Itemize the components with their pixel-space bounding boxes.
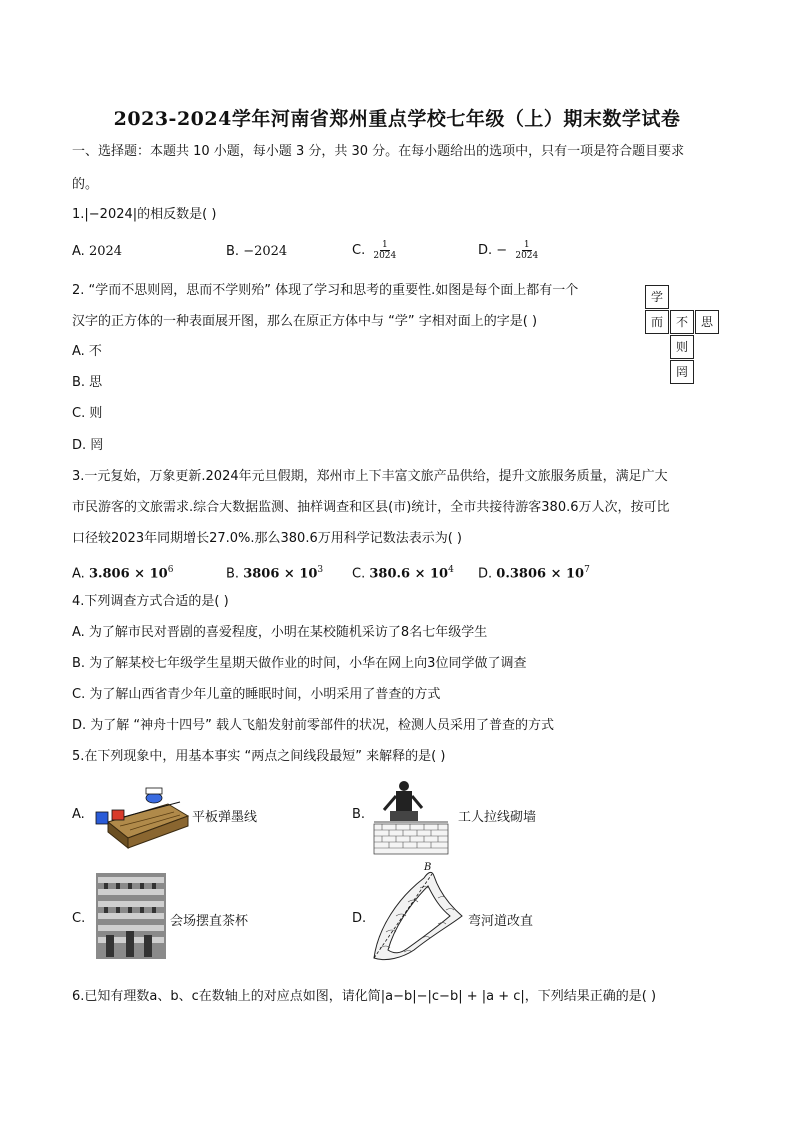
q5-a-caption: 平板弹墨线 bbox=[192, 810, 258, 825]
q1-d-sign: − bbox=[496, 243, 508, 258]
cube-net-figure bbox=[645, 285, 720, 385]
q2-option-a: A. 不 bbox=[72, 344, 102, 359]
q1-d-numerator: 1 bbox=[523, 240, 530, 250]
q5-c-label: C. bbox=[72, 911, 86, 926]
q1-option-c bbox=[352, 240, 398, 261]
section-heading-line2: 的。 bbox=[72, 177, 99, 192]
q1-c-label: C. bbox=[352, 243, 366, 258]
q1-option-d bbox=[478, 240, 540, 261]
q3-a-base: 3.806 × 10 bbox=[88, 566, 168, 582]
q1-stem: 1.|−2024|的相反数是( ) bbox=[72, 207, 217, 222]
q1-d-fraction bbox=[513, 240, 540, 261]
q1-option-b bbox=[226, 243, 287, 261]
net-cell-wang: 罔 bbox=[670, 360, 694, 384]
q1-b-value: −2024 bbox=[243, 244, 288, 259]
q5-b-label: B. bbox=[352, 807, 366, 822]
q3-a-exponent: 6 bbox=[167, 565, 174, 575]
q1-c-denominator: 2024 bbox=[373, 251, 397, 261]
q3-option-d bbox=[478, 561, 590, 583]
q1-d-denominator: 2024 bbox=[515, 251, 539, 261]
q1-d-label: D. bbox=[478, 243, 493, 258]
q4-option-d: D. 为了解 “神舟十四号” 载人飞船发射前零部件的状况，检测人员采用了普查的方式 bbox=[72, 718, 555, 733]
q3-d-label: D. bbox=[478, 566, 493, 582]
q3-c-exponent: 4 bbox=[448, 565, 454, 575]
net-cell-bu: 不 bbox=[670, 310, 694, 334]
q3-option-b bbox=[226, 561, 323, 583]
section-heading-line1: 一、选择题：本题共 10 小题，每小题 3 分，共 30 分。在每小题给出的选项中，只有一项是符合题目要求 bbox=[72, 144, 685, 159]
q3-b-exponent: 3 bbox=[317, 565, 324, 575]
net-cell-xue: 学 bbox=[645, 285, 669, 309]
q1-c-numerator: 1 bbox=[381, 240, 388, 250]
q3-line1: 3.一元复始，万象更新.2024年元旦假期，郑州市上下丰富文旅产品供给，提升文旅服务质量，满足广大 bbox=[72, 469, 668, 484]
q1-c-fraction bbox=[371, 240, 398, 261]
net-cell-er: 而 bbox=[645, 310, 669, 334]
q6-stem: 6.已知有理数a、b、c在数轴上的对应点如图，请化简|a−b|−|c−b| + |a + c|，下列结果正确的是( ) bbox=[72, 989, 657, 1004]
q2-line2: 汉字的正方体的一种表面展开图，那么在原正方体中与 “学” 字相对面上的字是( ) bbox=[72, 314, 538, 329]
q5-stem: 5.在下列现象中，用基本事实 “两点之间线段最短” 来解释的是( ) bbox=[72, 749, 446, 764]
net-cell-ze: 则 bbox=[670, 335, 694, 359]
q4-option-c: C. 为了解山西省青少年儿童的睡眠时间，小明采用了普查的方式 bbox=[72, 687, 441, 702]
q1-a-label: A. bbox=[72, 244, 85, 259]
q3-d-base: 0.3806 × 10 bbox=[496, 566, 585, 582]
q2-option-b: B. 思 bbox=[72, 375, 103, 390]
q2-option-c: C. 则 bbox=[72, 406, 103, 421]
q4-option-b: B. 为了解某校七年级学生星期天做作业的时间，小华在网上向3位同学做了调查 bbox=[72, 656, 527, 671]
q2-option-d: D. 罔 bbox=[72, 438, 104, 453]
q5-d-label: D. bbox=[352, 911, 367, 926]
net-cell-si: 思 bbox=[695, 310, 719, 334]
page-title: 2023-2024学年河南省郑州重点学校七年级（上）期末数学试卷 bbox=[113, 108, 681, 130]
q3-line2: 市民游客的文旅需求.综合大数据监测、抽样调查和区县(市)统计，全市共接待游客380.6万人次，按可比 bbox=[72, 500, 670, 515]
q3-line3: 口径较2023年同期增长27.0%.那么380.6万用科学记数法表示为( ) bbox=[72, 531, 463, 546]
q4-option-a: A. 为了解市民对晋剧的喜爱程度，小明在某校随机采访了8名七年级学生 bbox=[72, 625, 488, 640]
meeting-tea-cups-illustration bbox=[96, 873, 166, 959]
ink-line-board-illustration bbox=[90, 782, 190, 854]
q5-a-label: A. bbox=[72, 807, 85, 822]
bricklaying-worker-illustration bbox=[370, 778, 452, 856]
q5-c-caption: 会场摆直茶杯 bbox=[170, 914, 249, 929]
q1-b-label: B. bbox=[226, 244, 240, 259]
river-straightening-illustration bbox=[368, 858, 468, 966]
q5-d-caption: 弯河道改直 bbox=[468, 914, 534, 929]
q3-b-base: 3806 × 10 bbox=[243, 566, 318, 582]
q4-stem: 4.下列调查方式合适的是( ) bbox=[72, 594, 229, 609]
q3-a-label: A. bbox=[72, 566, 85, 582]
q3-option-a bbox=[72, 561, 173, 583]
q1-option-a bbox=[72, 243, 122, 261]
q3-c-base: 380.6 × 10 bbox=[369, 566, 449, 582]
q3-c-label: C. bbox=[352, 566, 366, 582]
river-point-b-label: B bbox=[424, 862, 432, 873]
q5-b-caption: 工人拉线砌墙 bbox=[458, 810, 537, 825]
q3-d-exponent: 7 bbox=[584, 565, 590, 575]
q3-option-c bbox=[352, 561, 454, 583]
q3-b-label: B. bbox=[226, 566, 240, 582]
q1-a-value: 2024 bbox=[88, 244, 123, 259]
q2-line1: 2. “学而不思则罔，思而不学则殆” 体现了学习和思考的重要性.如图是每个面上都有一个 bbox=[72, 283, 579, 298]
